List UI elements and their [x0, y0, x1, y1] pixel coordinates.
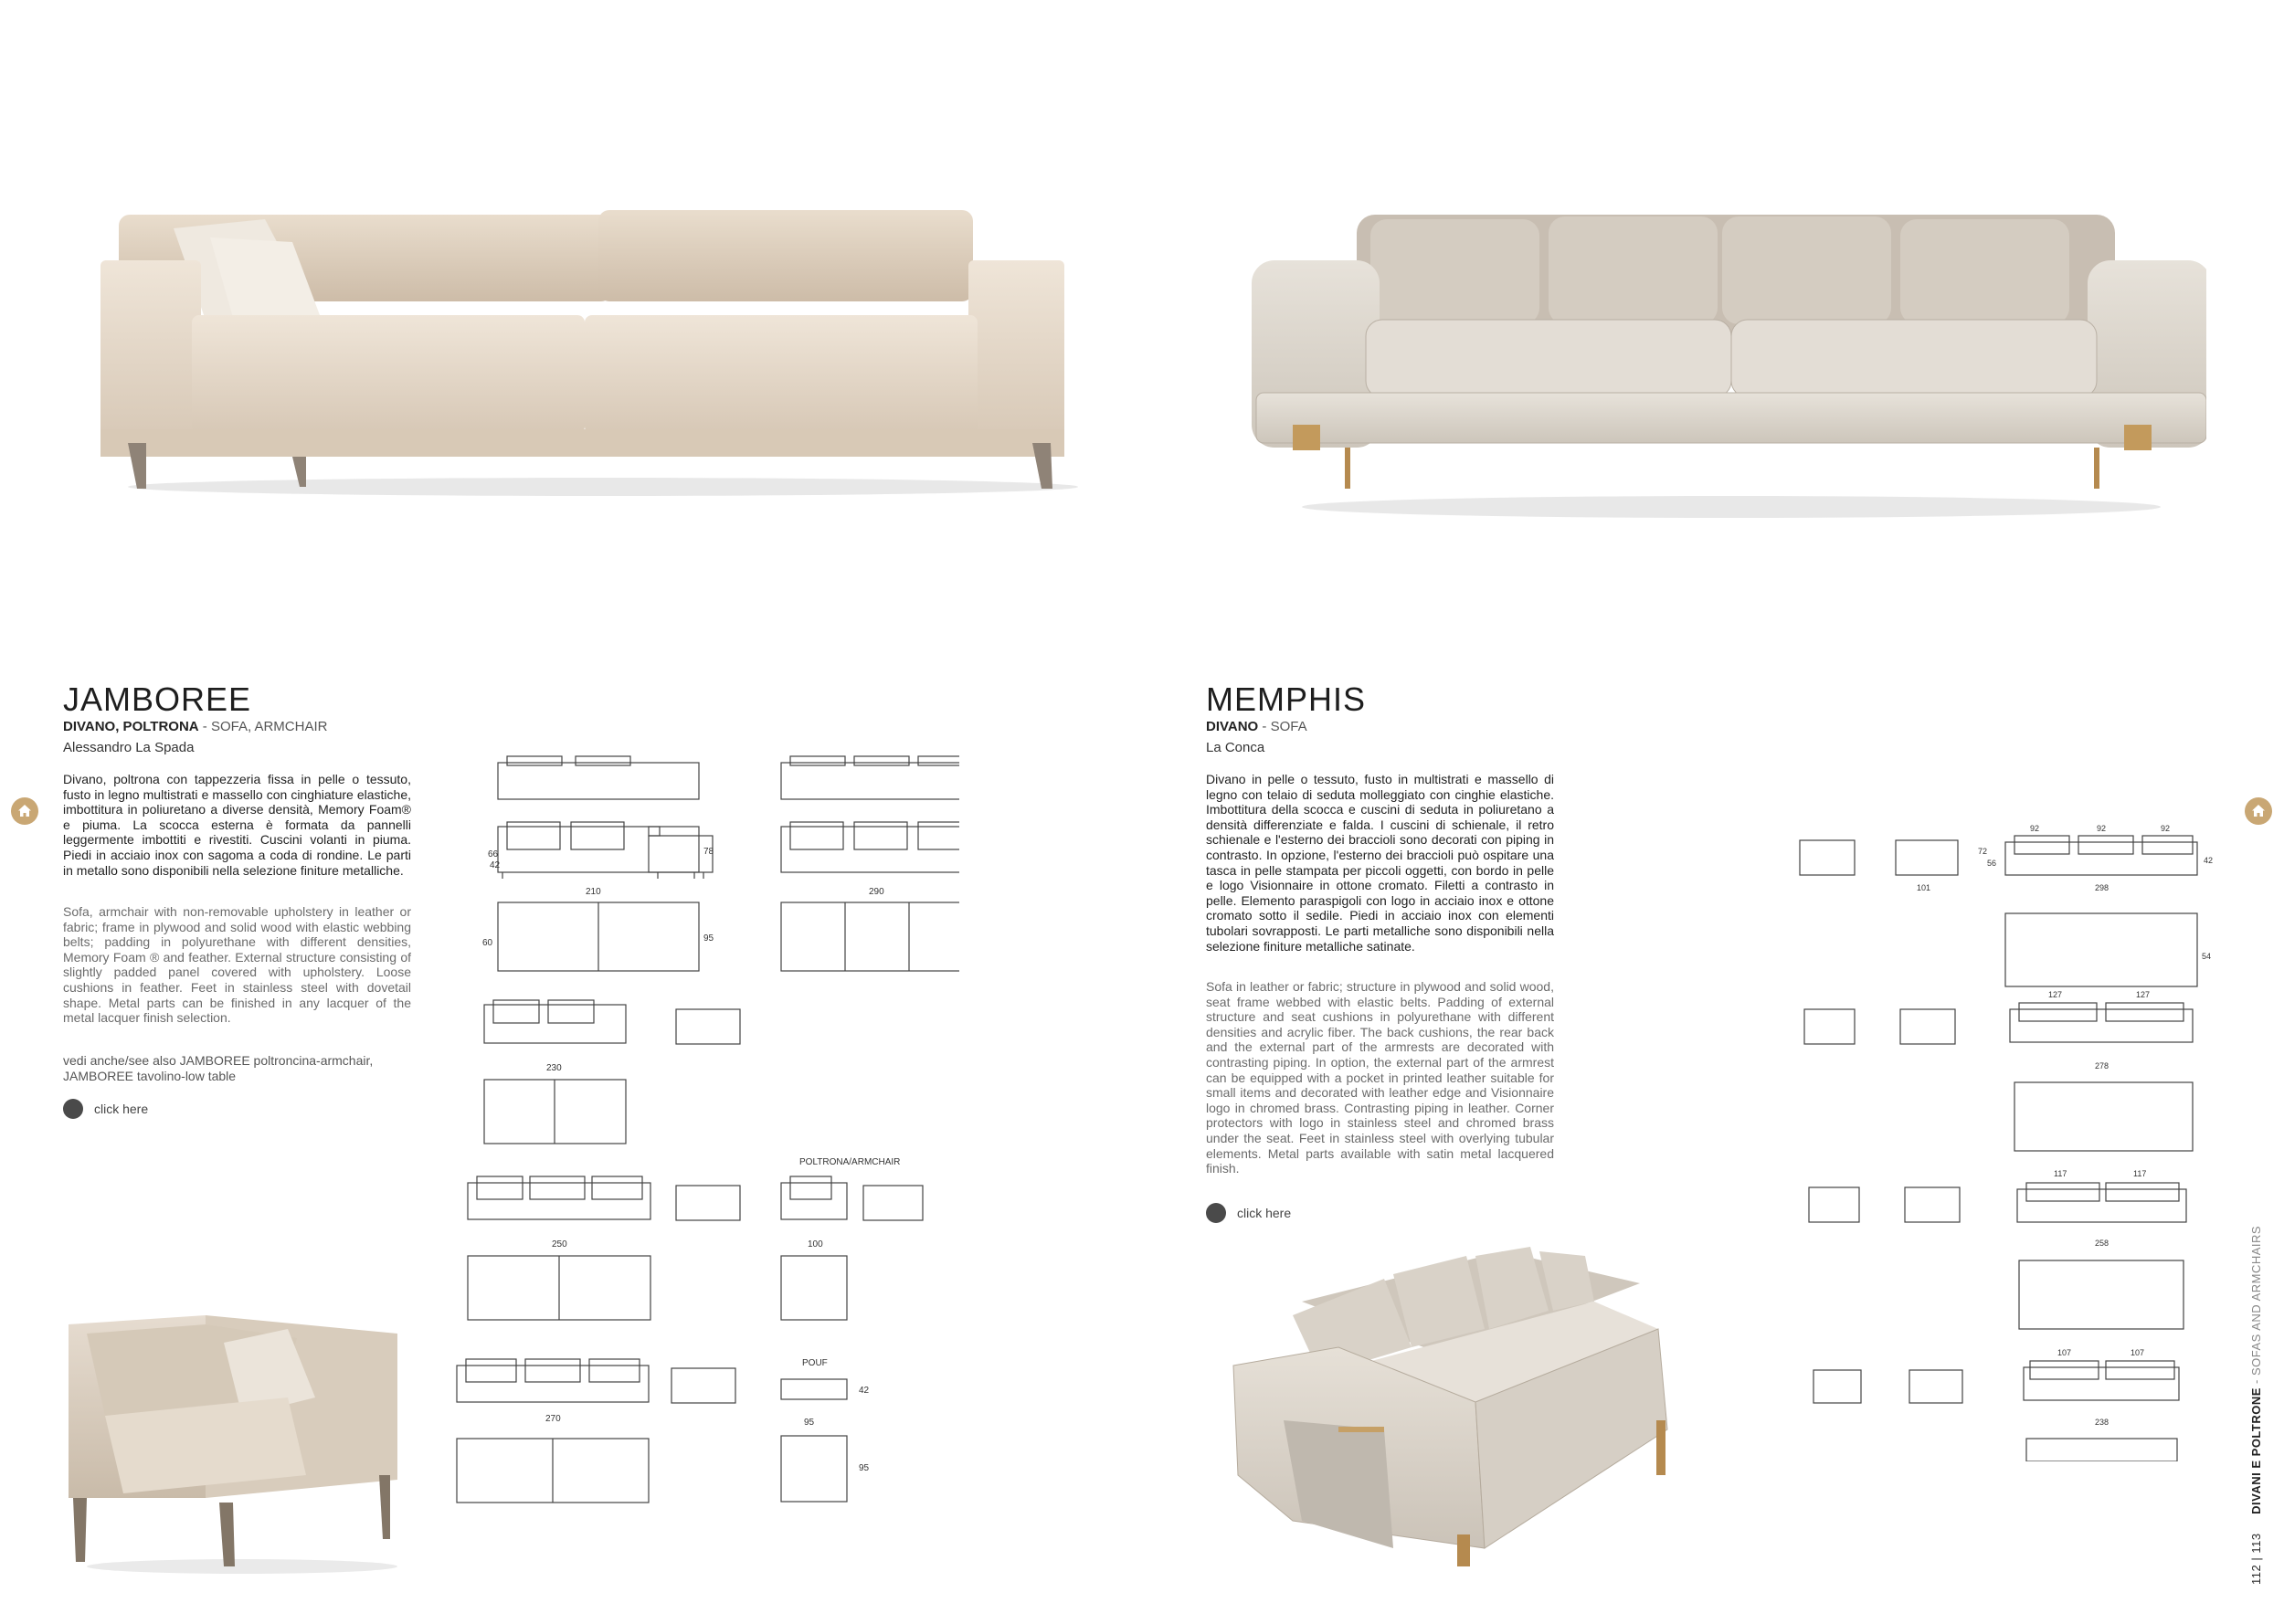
sofa-210-back-view — [498, 756, 699, 799]
jamboree-designer: Alessandro La Spada — [63, 740, 195, 755]
memphis-258-front-view — [2017, 1183, 2186, 1222]
memphis-278-side-view-b — [1900, 1009, 1955, 1044]
home-button-right[interactable] — [2245, 797, 2272, 825]
sofa-290-plan-view — [781, 902, 959, 971]
memphis-description-it: Divano in pelle o tessuto, fusto in multistrati e massello di legno con telaio di seduta molleggiato con cinghie elastiche. Imbottitura della scocca e cuscini di seduta in poliuretano a densità differenziate e falda. I cuscini di schienale, il retro schienale e l'esterno dei braccioli sono decorati con piping in contrasto. In opzione, l'esterno dei braccioli può ospitare una tasca in pelle stampata per piccoli oggetti, con bordo in pelle e logo Visionnaire in ottone cromato. Filetti a contrasto in pelle. Elemento paraspigoli con logo in acciaio inox e ottone cromato sotto il sedile. Piedi in acciaio inox con elementi tubolari sovrapposti. Le parti metalliche sono disponibili nella selezione finiture metalliche satinate. — [1206, 772, 1554, 954]
jamboree-sofa-photo — [91, 196, 1078, 507]
memphis-298-plan-view — [2005, 913, 2197, 986]
memphis-height-72: 72 — [1978, 847, 1988, 856]
pouf-depth-label: 95 — [859, 1463, 870, 1473]
armchair-front-view — [781, 1176, 847, 1219]
subtitle-separator: - — [202, 719, 211, 734]
armchair-width-label: 100 — [808, 1239, 823, 1250]
memphis-technical-drawings — [1791, 804, 2229, 1461]
section-title-en: SOFAS AND ARMCHAIRS — [2249, 1225, 2263, 1376]
subtitle-separator: - — [1262, 719, 1271, 734]
footer-separator: - — [2249, 1376, 2263, 1384]
memphis-description-en: Sofa in leather or fabric; structure in plywood and solid wood, seat frame webbed with elastic belts. Padding of external structure and seat cushions in polyurethane with different densities and acrylic fiber. The back cushions, the rear back and the external part of the armrests are decorated with contrasting piping. In option, the external part of the armrest can be equipped with a pocket in printed leather suitable for small items and decorated with leather edge and Visionnaire logo in chromed brass. Contrasting piping in leather. Corner protectors with logo in stainless steel and chromed brass under the seat. Feet in stainless steel with overlying tubular elements. Metal parts available with satin metal lacquered finish. — [1206, 979, 1554, 1176]
height-label-66: 66 — [488, 849, 499, 859]
memphis-278-plan-view — [2014, 1082, 2193, 1151]
memphis-258-plan-view — [2019, 1260, 2184, 1329]
memphis-258-side-view-b — [1905, 1187, 1960, 1222]
memphis-height-56: 56 — [1987, 859, 1997, 868]
memphis-sofa-angle-photo — [1229, 1247, 1676, 1566]
memphis-width-298: 298 — [2095, 883, 2110, 892]
jamboree-click-here-label: click here — [94, 1102, 149, 1116]
jamboree-description-en: Sofa, armchair with non-removable upholstery in leather or fabric; frame in plywood and solid wood with elastic webbing belts; padding in polyurethane with different densities, Memory Foam ® and feather. External structure consisting of slightly padded panel covered with upholstery. Loose cushions in feather. Feet in stainless steel with dovetail shape. Metal parts can be finished in any lacquer of the metal lacquer finish selection. — [63, 904, 411, 1026]
memphis-cushion-107-b: 107 — [2131, 1348, 2145, 1357]
memphis-258-side-view-a — [1809, 1187, 1859, 1222]
memphis-278-side-view-a — [1804, 1009, 1855, 1044]
sofa-230-plan-view — [484, 1080, 626, 1144]
arm-height-label: 78 — [703, 847, 714, 857]
pouf-width-label: 95 — [804, 1418, 815, 1428]
memphis-designer: La Conca — [1206, 740, 1265, 755]
memphis-width-238: 238 — [2095, 1418, 2110, 1427]
memphis-depth-54: 54 — [2202, 952, 2212, 961]
seat-depth-label: 60 — [482, 938, 493, 948]
armchair-plan-view — [781, 1256, 847, 1320]
sofa-250-front-view — [468, 1176, 650, 1219]
jamboree-click-here-link[interactable] — [63, 1099, 148, 1119]
sofa-270-front-view — [457, 1359, 649, 1402]
sofa-250-side-view — [676, 1186, 740, 1220]
width-label-290: 290 — [869, 887, 884, 897]
memphis-298-side-view-a — [1800, 840, 1855, 875]
memphis-298-side-view-b — [1896, 840, 1958, 875]
memphis-238-plan-view — [2026, 1439, 2177, 1461]
jamboree-subtitle — [63, 719, 327, 734]
memphis-subtitle-en: SOFA — [1270, 719, 1307, 734]
sofa-290-front-view — [781, 822, 959, 872]
memphis-height-42: 42 — [2204, 856, 2214, 865]
memphis-subtitle — [1206, 719, 1307, 734]
circle-dot-icon — [63, 1099, 83, 1119]
sofa-210-plan-view — [498, 902, 699, 971]
pouf-plan-view — [781, 1436, 847, 1502]
sofa-290-back-view — [781, 756, 959, 799]
pouf-front-view — [781, 1379, 847, 1399]
memphis-cushion-92-c: 92 — [2161, 824, 2171, 833]
armchair-label: POLTRONA/ARMCHAIR — [799, 1157, 901, 1167]
memphis-click-here-link[interactable] — [1206, 1203, 1291, 1223]
sofa-270-plan-view — [457, 1439, 649, 1503]
page-numbers: 112 | 113 — [2249, 1533, 2263, 1585]
circle-dot-icon — [1206, 1203, 1226, 1223]
memphis-cushion-117-a: 117 — [2054, 1169, 2067, 1178]
width-label-270: 270 — [545, 1414, 561, 1424]
jamboree-see-also[interactable]: vedi anche/see also JAMBOREE poltroncina-armchair, JAMBOREE tavolino-low table — [63, 1053, 374, 1083]
memphis-cushion-127-b: 127 — [2136, 990, 2151, 999]
memphis-width-278: 278 — [2095, 1061, 2110, 1070]
armchair-side-view — [863, 1186, 923, 1220]
memphis-cushion-127-a: 127 — [2048, 990, 2063, 999]
memphis-cushion-92-a: 92 — [2030, 824, 2040, 833]
memphis-278-front-view — [2010, 1003, 2193, 1042]
memphis-238-side-view-a — [1813, 1370, 1861, 1403]
section-title-it: DIVANI E POLTRONE — [2249, 1387, 2263, 1514]
sofa-250-plan-view — [468, 1256, 650, 1320]
pouf-height-label: 42 — [859, 1386, 870, 1396]
depth-label: 95 — [703, 933, 714, 944]
width-label-210: 210 — [586, 887, 601, 897]
memphis-238-front-view — [2024, 1361, 2179, 1400]
memphis-cushion-92-b: 92 — [2097, 824, 2107, 833]
jamboree-technical-drawings — [429, 749, 959, 1507]
memphis-depth-101: 101 — [1917, 883, 1931, 892]
memphis-title: MEMPHIS — [1206, 680, 1367, 718]
sofa-230-front-view — [484, 1000, 626, 1043]
memphis-click-here-label: click here — [1237, 1206, 1292, 1220]
home-icon — [2250, 803, 2267, 819]
memphis-width-258: 258 — [2095, 1239, 2110, 1248]
jamboree-subtitle-en: SOFA, ARMCHAIR — [210, 719, 328, 734]
memphis-subtitle-it: DIVANO — [1206, 719, 1259, 734]
sofa-230-side-view — [676, 1009, 740, 1044]
memphis-238-side-view-b — [1909, 1370, 1962, 1403]
memphis-sofa-photo — [1247, 206, 2206, 525]
jamboree-armchair-photo — [69, 1288, 416, 1580]
footer-gap — [2249, 1518, 2263, 1529]
sofa-270-side-view — [671, 1368, 735, 1403]
pouf-label: POUF — [802, 1358, 828, 1368]
jamboree-title: JAMBOREE — [63, 680, 252, 718]
jamboree-subtitle-it: DIVANO, POLTRONA — [63, 719, 199, 734]
home-button-left[interactable] — [11, 797, 38, 825]
home-icon — [16, 803, 33, 819]
sofa-210-front-view — [498, 822, 699, 879]
memphis-cushion-117-b: 117 — [2133, 1169, 2147, 1178]
memphis-cushion-107-a: 107 — [2057, 1348, 2072, 1357]
page-footer — [2249, 1226, 2263, 1585]
jamboree-description-it: Divano, poltrona con tappezzeria fissa in pelle o tessuto, fusto in legno multistrati e massello con cinghiature elastiche, imbottitura in poliuretano a diverse densità, Memory Foam® e piuma. La scocca esterna è formata da pannelli leggermente imbottiti e rivestiti. Cuscini volanti in piuma. Piedi in acciaio inox con sagoma a coda di rondine. Le parti in metallo sono disponibili nella selezione finiture metalliche. — [63, 772, 411, 878]
width-label-250: 250 — [552, 1239, 567, 1250]
memphis-298-front-view — [2005, 836, 2197, 875]
width-label-230: 230 — [546, 1063, 562, 1073]
seat-height-label: 42 — [490, 860, 501, 870]
